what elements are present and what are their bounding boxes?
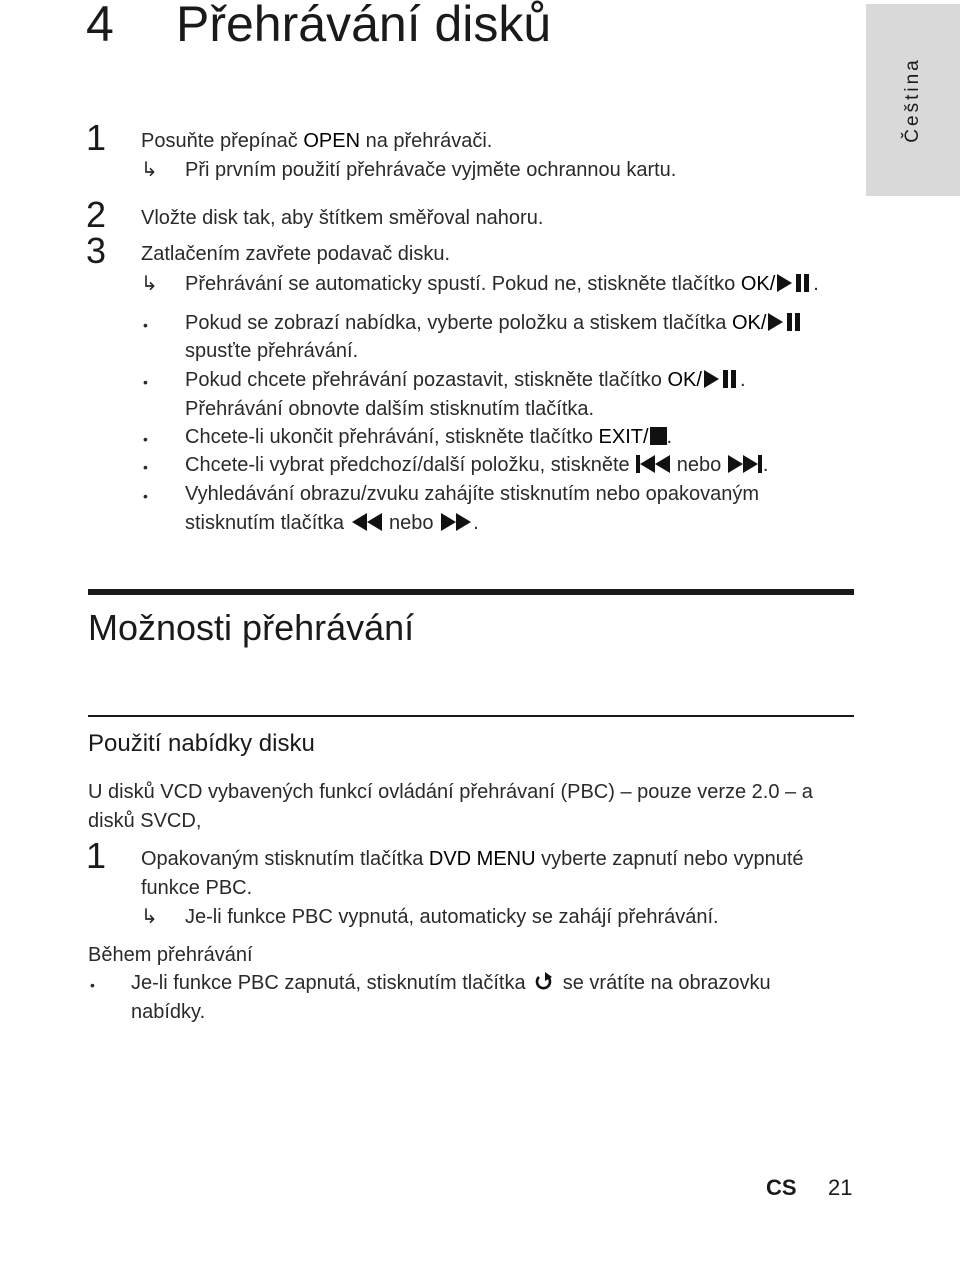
step-number: 2	[86, 194, 107, 235]
bullet-text: stisknutím tlačítka nebo .	[185, 512, 479, 534]
skip-previous-icon	[635, 455, 671, 473]
subsection-rule	[88, 715, 854, 717]
back-icon	[531, 971, 557, 991]
bullet-text: Přehrávání obnovte dalším stisknutím tlačítka.	[185, 398, 595, 420]
bullet-icon: •	[143, 374, 148, 390]
bullet-text: Pokud se zobrazí nabídka, vyberte položku a stiskem tlačítka OK/	[185, 309, 804, 337]
play-pause-icon	[775, 274, 813, 292]
step-number: 1	[86, 117, 107, 158]
chapter-title: Přehrávání disků	[176, 0, 552, 52]
bullet-text: Je-li funkce PBC zapnutá, stisknutím tlačítka se vrátíte na obrazovku	[131, 972, 771, 994]
result-arrow-icon: ↳	[141, 273, 158, 295]
bullet-text: Chcete-li ukončit přehrávání, stiskněte tlačítko EXIT/ .	[185, 426, 673, 448]
play-pause-icon	[702, 370, 740, 388]
bullet-text: spusťte přehrávání.	[185, 340, 359, 362]
key-dvd-menu: DVD MENU	[428, 848, 536, 870]
during-label: Během přehrávání	[88, 944, 253, 966]
skip-next-icon	[727, 455, 763, 473]
bullet-icon: •	[143, 431, 148, 447]
bullet-icon: •	[143, 488, 148, 504]
footer-language-code: CS	[766, 1175, 797, 1200]
fast-forward-icon	[439, 513, 473, 531]
step-result: Při prvním použití přehrávače vyjměte ochrannou kartu.	[185, 159, 677, 181]
bullet-text: Pokud chcete přehrávání pozastavit, stiskněte tlačítko OK/ .	[185, 369, 746, 391]
step-text: Opakovaným stisknutím tlačítka DVD MENU vyberte zapnutí nebo vypnuté	[141, 848, 804, 870]
stop-icon	[649, 427, 667, 445]
step-number: 3	[86, 230, 107, 271]
result-arrow-icon: ↳	[141, 159, 158, 181]
step-text: Zatlačením zavřete podavač disku.	[141, 243, 451, 265]
bullet-text: Vyhledávání obrazu/zvuku zahájíte stisknutím nebo opakovaným	[185, 483, 760, 505]
step-text: Vložte disk tak, aby štítkem směřoval nahoru.	[141, 207, 544, 229]
result-arrow-icon: ↳	[141, 906, 158, 928]
section-title: Možnosti přehrávání	[88, 607, 415, 648]
intro-text: U disků VCD vybavených funkcí ovládání přehrávaní (PBC) – pouze verze 2.0 – a	[88, 781, 813, 803]
step-result: Je-li funkce PBC vypnutá, automaticky se zahájí přehrávání.	[185, 906, 719, 928]
bullet-icon: •	[143, 317, 148, 333]
step-text: funkce PBC.	[141, 877, 253, 899]
language-tab-label: Čeština	[902, 57, 923, 143]
chapter-number: 4	[86, 0, 114, 52]
page-number: 21	[828, 1175, 853, 1200]
step-result: Přehrávání se automaticky spustí. Pokud ne, stiskněte tlačítko OK/ .	[185, 273, 819, 295]
section-rule	[88, 589, 854, 595]
key-open: OPEN	[303, 130, 361, 152]
language-tab	[866, 4, 960, 196]
bullet-text: nabídky.	[131, 1001, 206, 1023]
bullet-icon: •	[90, 977, 95, 993]
bullet-text: Chcete-li vybrat předchozí/další položku, stiskněte nebo .	[185, 454, 769, 476]
play-pause-icon	[766, 313, 804, 331]
step-text: Posuňte přepínač OPEN na přehrávači.	[141, 130, 493, 152]
rewind-icon	[350, 513, 384, 531]
step-number: 1	[86, 835, 107, 876]
bullet-icon: •	[143, 459, 148, 475]
intro-text: disků SVCD,	[88, 810, 202, 832]
subsection-title: Použití nabídky disku	[88, 730, 315, 757]
